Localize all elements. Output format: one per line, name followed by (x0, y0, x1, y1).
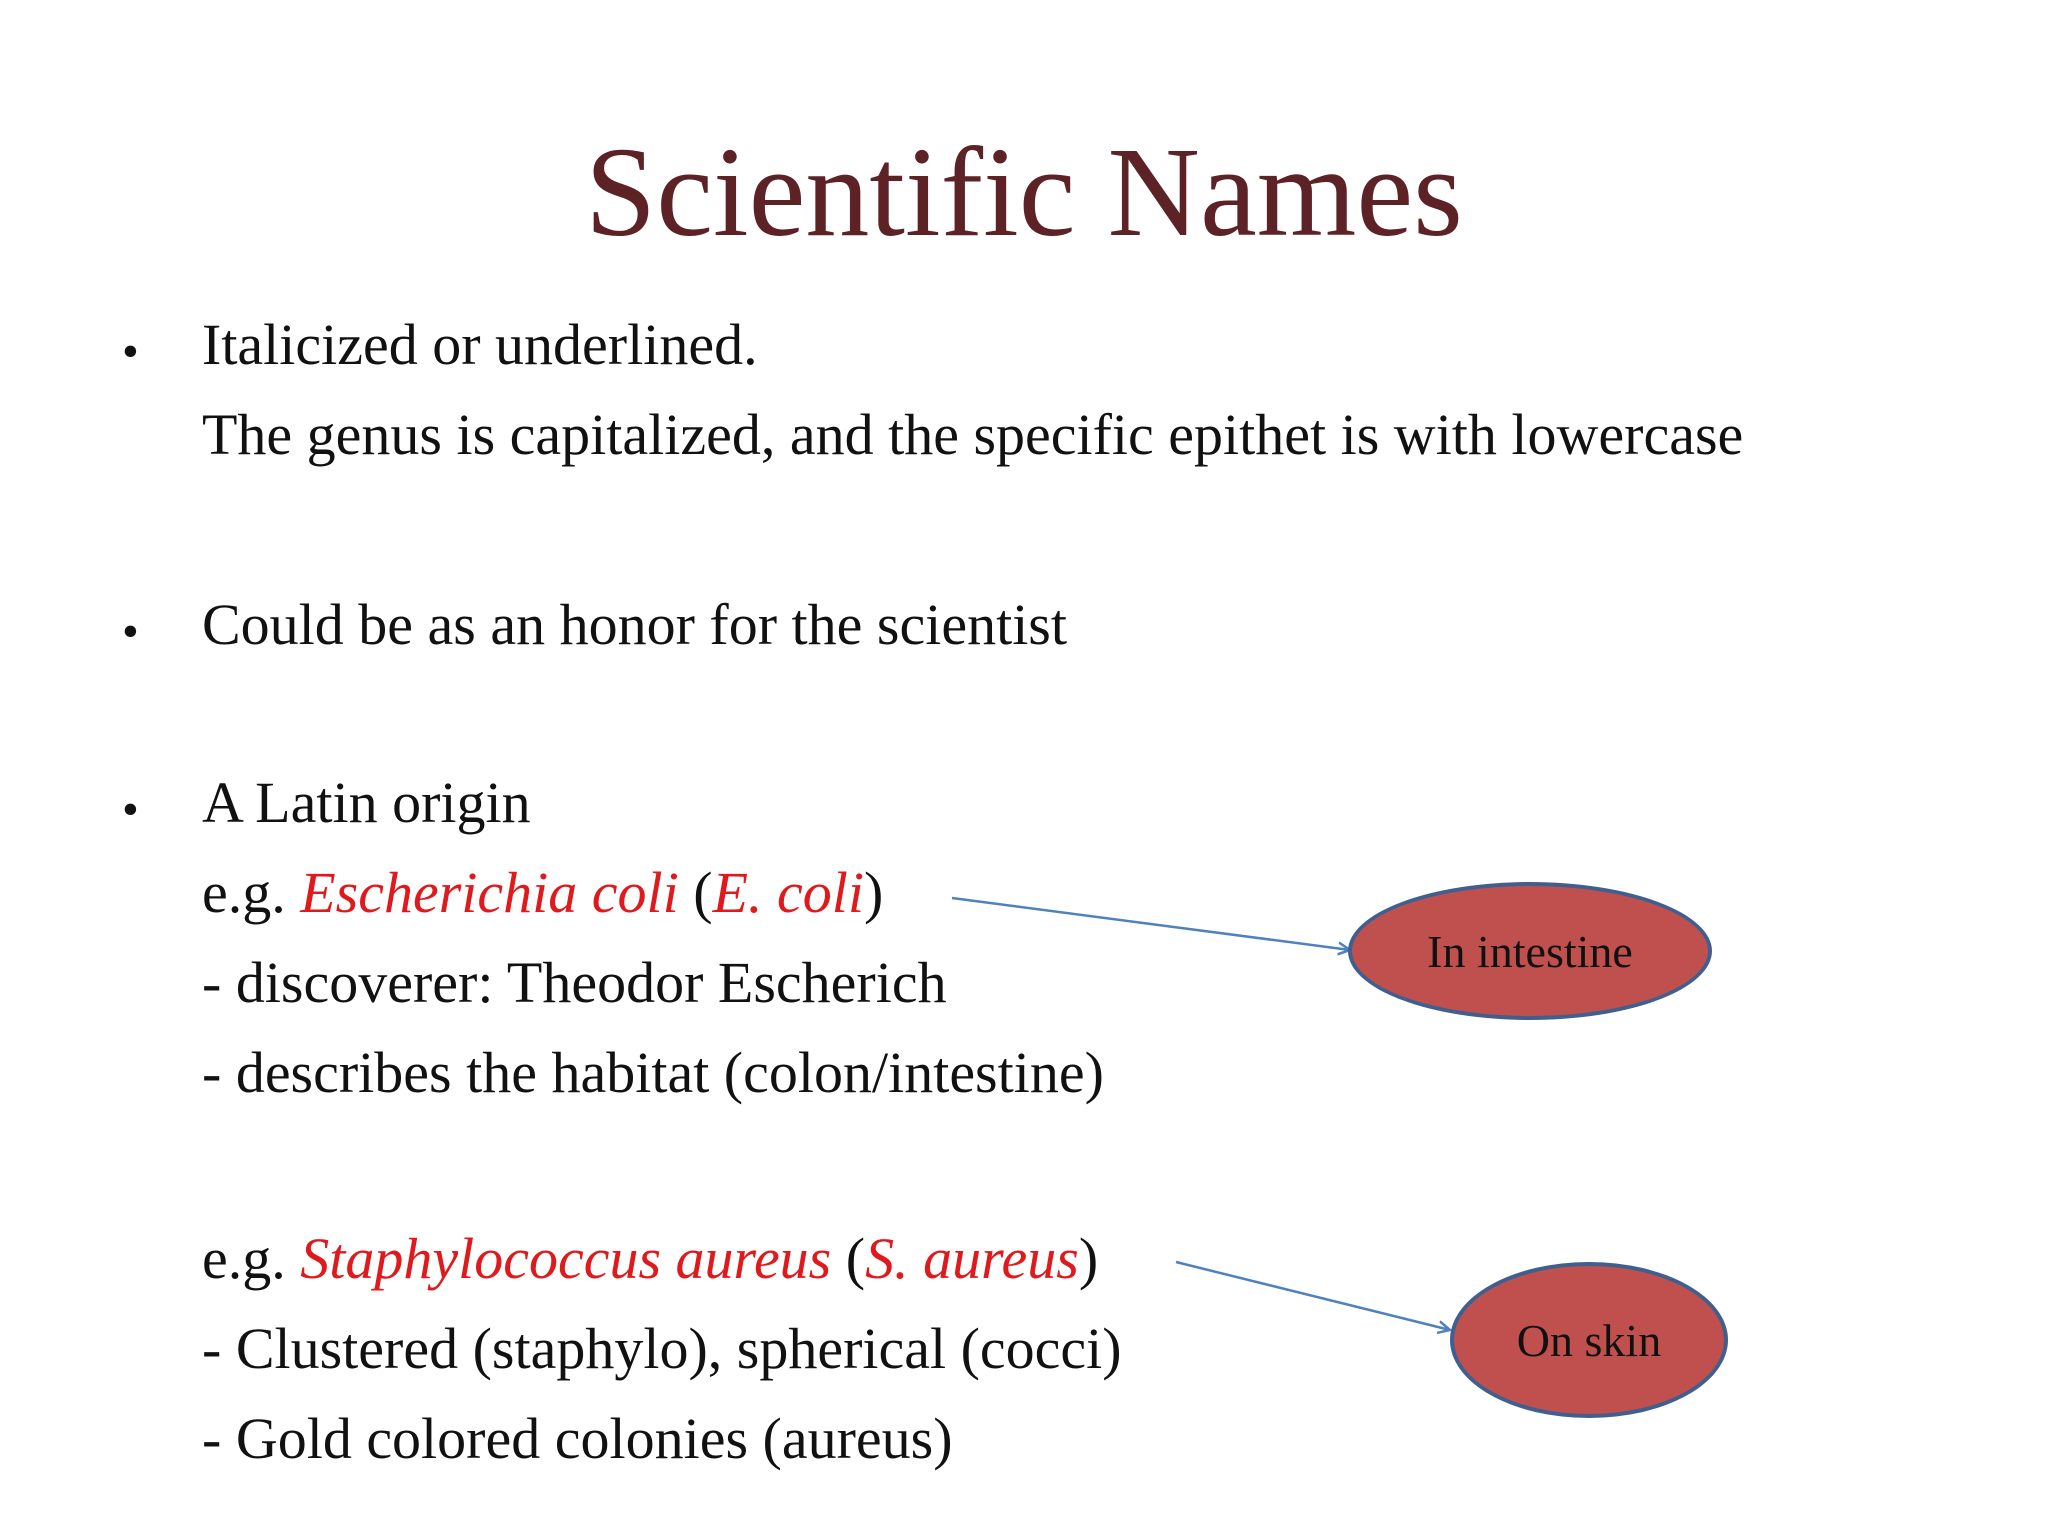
example-ecoli-line (202, 860, 884, 925)
bullet-dot-1: • (122, 325, 139, 378)
saureus-detail-2: - Gold colored colonies (aureus) (202, 1406, 953, 1471)
example-prefix: e.g. (202, 1226, 301, 1291)
paren-open: ( (831, 1226, 866, 1291)
callout-on-skin: On skin (1450, 1262, 1728, 1418)
callout-in-intestine: In intestine (1348, 882, 1712, 1020)
bullet-1-continuation: The genus is capitalized, and the specific epithet is with lowercase (202, 402, 1744, 467)
ecoli-detail-1: - discoverer: Theodor Escherich (202, 950, 947, 1015)
latin-name-saureus: Staphylococcus aureus (300, 1226, 832, 1291)
saureus-detail-1: - Clustered (staphylo), spherical (cocci) (202, 1316, 1122, 1381)
bullet-1-text: Italicized or underlined. (202, 312, 758, 377)
ecoli-detail-2: - describes the habitat (colon/intestine) (202, 1040, 1104, 1105)
paren-close: ) (864, 860, 884, 925)
example-saureus-line (202, 1226, 1099, 1291)
example-prefix: e.g. (202, 860, 301, 925)
abbrev-saureus: S. aureus (865, 1226, 1079, 1291)
arrow-saureus-to-skin (1176, 1262, 1450, 1330)
bullet-2-text: Could be as an honor for the scientist (202, 592, 1067, 657)
paren-close: ) (1078, 1226, 1099, 1291)
latin-name-ecoli: Escherichia coli (300, 860, 679, 925)
bullet-dot-3: • (122, 783, 139, 836)
bullet-dot-2: • (122, 605, 139, 658)
slide-title: Scientific Names (585, 121, 1463, 263)
abbrev-ecoli: E. coli (712, 860, 864, 925)
arrow-ecoli-to-intestine (952, 898, 1350, 950)
bullet-3-text: A Latin origin (202, 770, 531, 835)
paren-open: ( (678, 860, 713, 925)
